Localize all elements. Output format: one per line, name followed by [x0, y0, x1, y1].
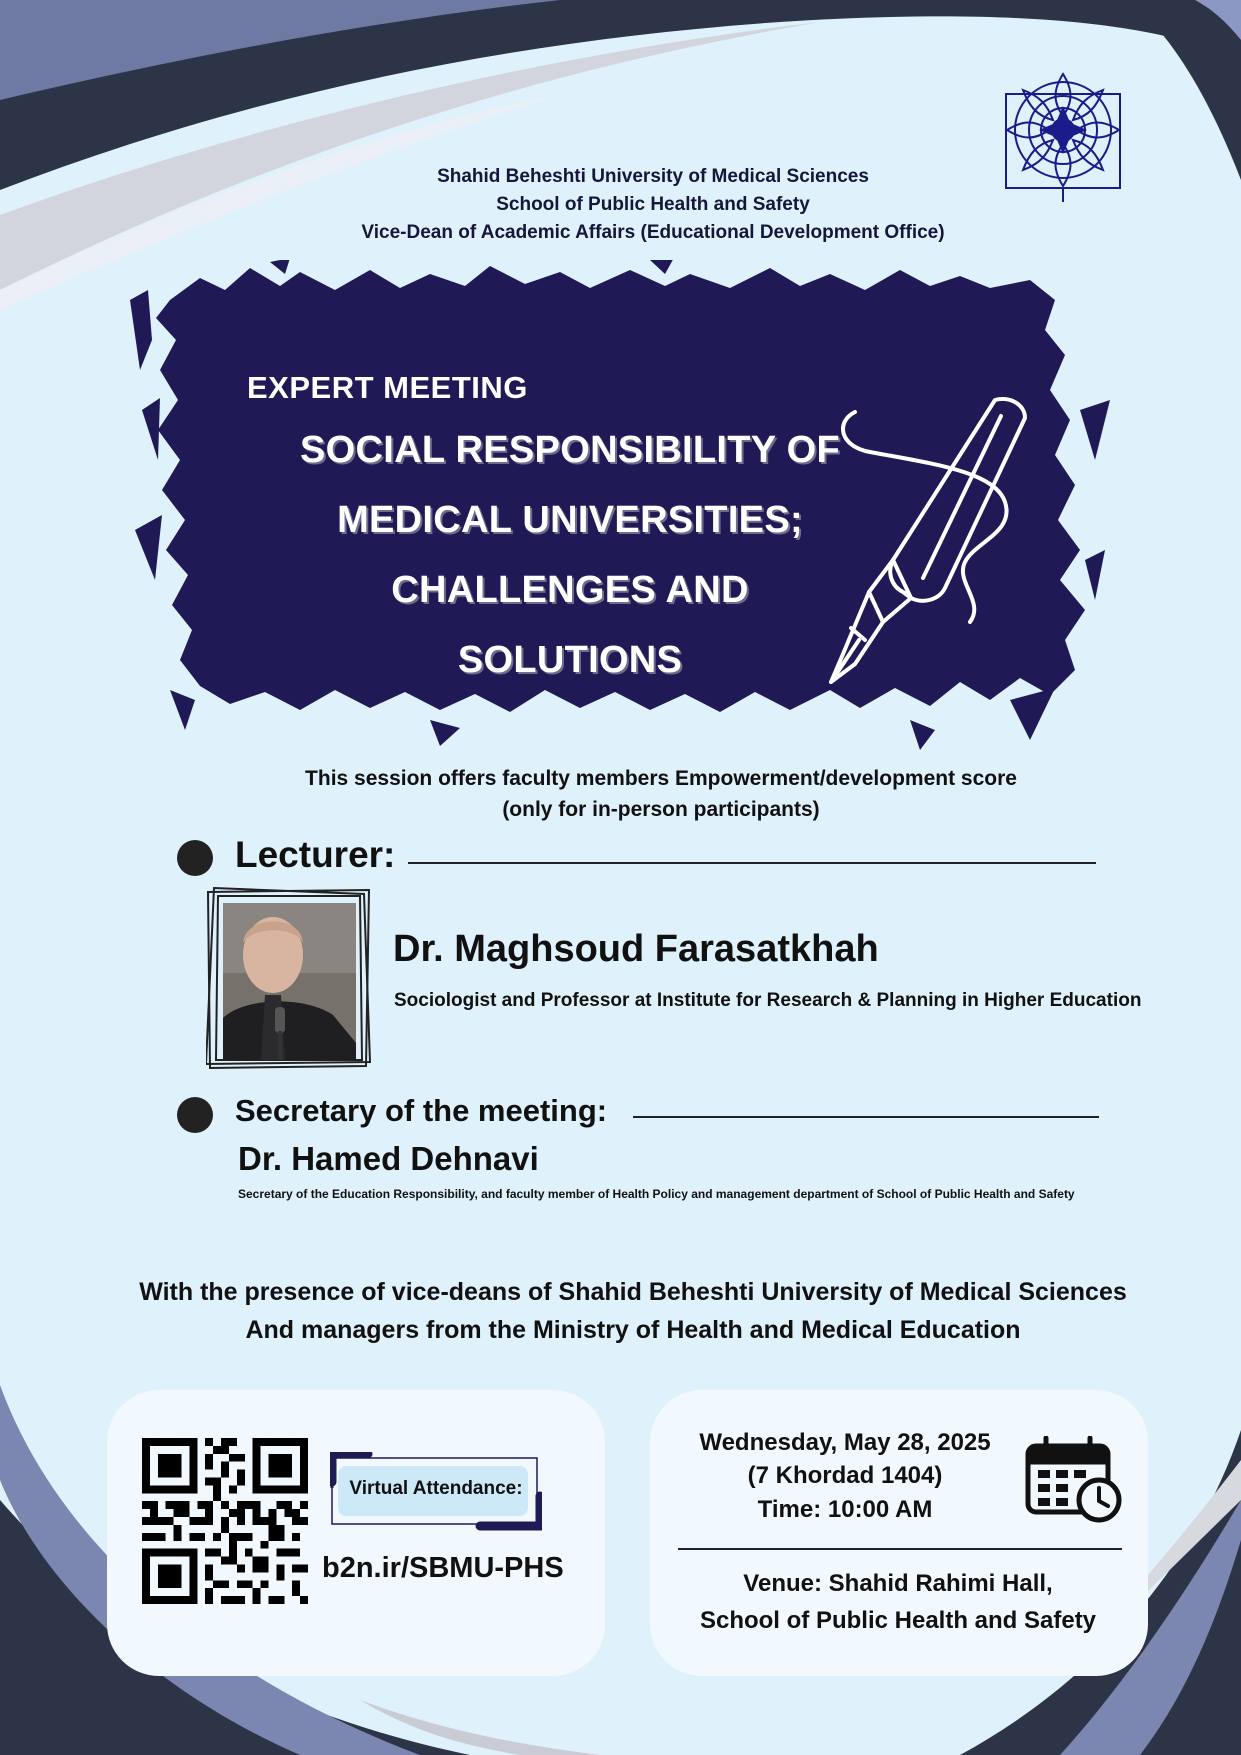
title-line: SOCIAL RESPONSIBILITY OF	[300, 429, 840, 471]
divider	[678, 1548, 1122, 1550]
virtual-attendance-label: Virtual Attendance:	[349, 1478, 523, 1499]
title-line: MEDICAL UNIVERSITIES;	[337, 499, 803, 541]
office-name: Vice-Dean of Academic Affairs (Educational Development Office)	[361, 222, 945, 243]
event-time: Time: 10:00 AM	[757, 1496, 933, 1523]
secretary-label: Secretary of the meeting:	[235, 1093, 608, 1128]
bullet-icon	[177, 840, 213, 876]
venue-line: Venue: Shahid Rahimi Hall,	[743, 1570, 1053, 1597]
presence-line: With the presence of vice-deans of Shahid Beheshti University of Medical Sciences	[139, 1278, 1127, 1306]
title-line: CHALLENGES AND	[391, 569, 749, 611]
lecturer-photo	[223, 903, 356, 1060]
secretary-name: Dr. Hamed Dehnavi	[238, 1140, 539, 1177]
lecturer-bio: Sociologist and Professor at Institute for Research & Planning in Higher Education	[394, 990, 1142, 1011]
event-date: Wednesday, May 28, 2025	[699, 1429, 991, 1456]
event-persian-date: (7 Khordad 1404)	[747, 1462, 943, 1489]
university-name: Shahid Beheshti University of Medical Sciences	[437, 166, 869, 187]
portrait-icon	[223, 903, 356, 1060]
calendar-clock-icon	[1024, 1436, 1124, 1524]
presence-line: And managers from the Ministry of Health and Medical Education	[245, 1316, 1021, 1344]
event-title	[255, 415, 885, 695]
divider	[408, 862, 1096, 864]
bullet-icon	[177, 1097, 213, 1133]
qr-code-icon[interactable]	[142, 1438, 308, 1604]
venue-line: School of Public Health and Safety	[699, 1607, 1097, 1634]
event-type: EXPERT MEETING	[247, 370, 528, 405]
secretary-bio: Secretary of the Education Responsibility, and faculty member of Health Policy and management department of School of Public Health and Safety	[238, 1187, 1075, 1201]
title-line: SOLUTIONS	[457, 639, 683, 681]
credit-note-qualifier: (only for in-person participants)	[502, 798, 820, 821]
credit-note: This session offers faculty members Empowerment/development score	[305, 767, 1017, 790]
lecturer-label: Lecturer:	[235, 834, 396, 875]
divider	[633, 1116, 1099, 1118]
school-name: School of Public Health and Safety	[496, 194, 810, 215]
meeting-link[interactable]: b2n.ir/SBMU-PHS	[322, 1552, 564, 1584]
lecturer-name: Dr. Maghsoud Farasatkhah	[393, 928, 879, 970]
